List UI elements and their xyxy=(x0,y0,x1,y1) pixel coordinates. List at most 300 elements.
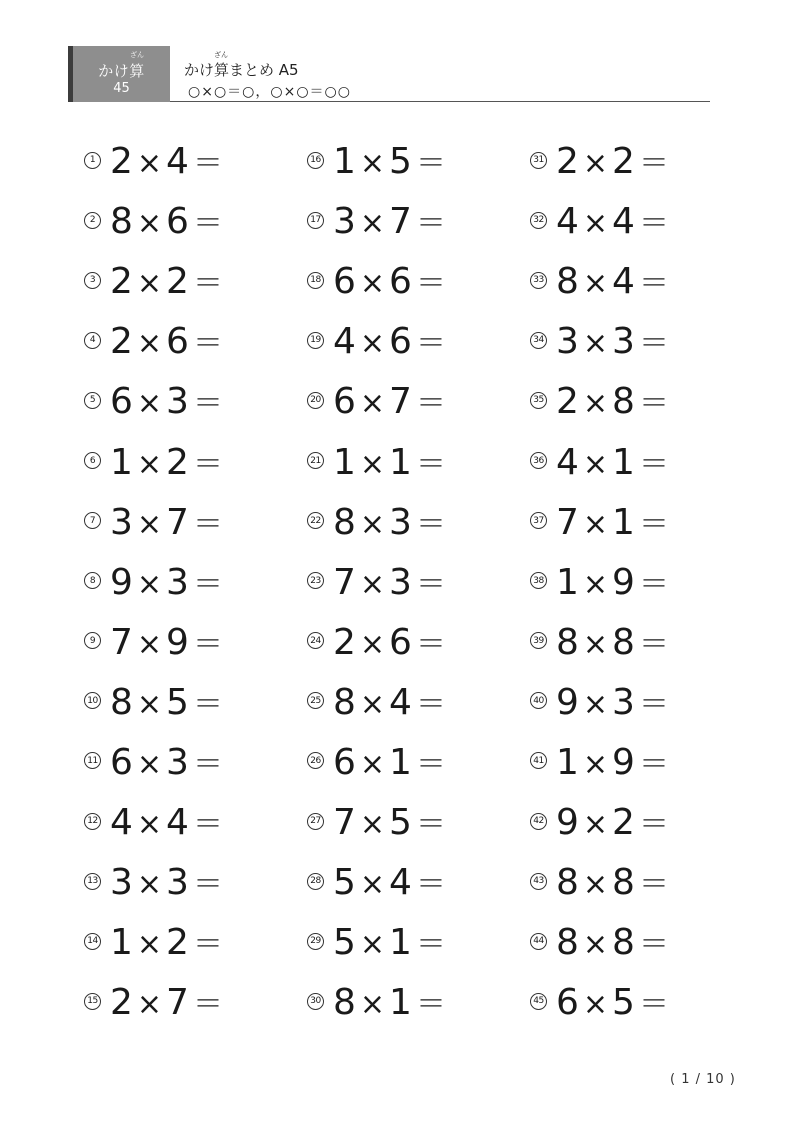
problem-number-circle: 36 xyxy=(530,452,547,469)
operand-a: 2 xyxy=(110,261,134,303)
equals-sign: ＝ xyxy=(192,987,224,1023)
worksheet-header xyxy=(68,46,710,102)
problem-expression xyxy=(556,679,673,723)
equals-sign: ＝ xyxy=(415,146,447,182)
problem-item xyxy=(307,310,527,370)
problem-expression xyxy=(110,198,227,242)
times-sign: × xyxy=(359,807,387,843)
operand-b: 5 xyxy=(389,802,413,844)
operand-a: 6 xyxy=(110,381,134,423)
times-sign: × xyxy=(136,626,164,662)
equals-sign: ＝ xyxy=(192,386,224,422)
equals-sign: ＝ xyxy=(415,506,447,542)
times-sign: × xyxy=(359,987,387,1023)
problem-item xyxy=(307,851,527,911)
problem-expression xyxy=(333,559,450,603)
problem-item xyxy=(84,370,304,430)
times-sign: × xyxy=(136,746,164,782)
problem-item xyxy=(84,551,304,611)
problem-expression xyxy=(333,439,450,483)
problem-item xyxy=(530,731,750,791)
times-sign: × xyxy=(582,386,610,422)
problem-expression xyxy=(110,919,227,963)
equals-sign: ＝ xyxy=(638,987,670,1023)
equals-sign: ＝ xyxy=(192,326,224,362)
problem-expression xyxy=(333,919,450,963)
problem-expression xyxy=(110,138,227,182)
problem-expression xyxy=(556,198,673,242)
problem-expression xyxy=(333,138,450,182)
problem-number-circle: 12 xyxy=(84,813,101,830)
operand-a: 8 xyxy=(333,982,357,1024)
problem-expression xyxy=(556,318,673,362)
problem-item xyxy=(530,671,750,731)
problem-number-circle: 35 xyxy=(530,392,547,409)
problem-item xyxy=(84,250,304,310)
equals-sign: ＝ xyxy=(192,146,224,182)
problem-item xyxy=(84,971,304,1031)
problem-number-circle: 44 xyxy=(530,933,547,950)
problem-column-2 xyxy=(307,130,527,1031)
problem-expression xyxy=(333,679,450,723)
operand-a: 2 xyxy=(333,621,357,663)
operand-b: 2 xyxy=(166,922,190,964)
operand-b: 9 xyxy=(612,741,636,783)
operand-b: 7 xyxy=(389,201,413,243)
operand-b: 3 xyxy=(166,561,190,603)
problem-expression xyxy=(556,499,673,543)
equals-sign: ＝ xyxy=(192,807,224,843)
problem-item xyxy=(84,190,304,250)
problem-expression xyxy=(556,258,673,302)
equals-sign: ＝ xyxy=(638,146,670,182)
equals-sign: ＝ xyxy=(638,686,670,722)
operand-a: 2 xyxy=(110,321,134,363)
operand-a: 3 xyxy=(556,321,580,363)
problem-number-circle: 17 xyxy=(307,212,324,229)
equals-sign: ＝ xyxy=(415,686,447,722)
operand-a: 8 xyxy=(556,261,580,303)
operand-a: 6 xyxy=(333,381,357,423)
operand-a: 2 xyxy=(110,141,134,183)
times-sign: × xyxy=(136,686,164,722)
badge-number: 45 xyxy=(113,81,130,96)
problem-expression xyxy=(556,799,673,843)
equals-sign: ＝ xyxy=(192,686,224,722)
times-sign: × xyxy=(582,807,610,843)
operand-b: 8 xyxy=(612,621,636,663)
problem-expression xyxy=(556,619,673,663)
header-rule xyxy=(170,101,710,102)
operand-b: 4 xyxy=(612,201,636,243)
operand-a: 1 xyxy=(556,741,580,783)
problem-number-circle: 30 xyxy=(307,993,324,1010)
times-sign: × xyxy=(136,446,164,482)
problem-item xyxy=(530,310,750,370)
times-sign: × xyxy=(359,867,387,903)
operand-a: 8 xyxy=(333,681,357,723)
problem-expression xyxy=(110,439,227,483)
operand-b: 7 xyxy=(389,381,413,423)
times-sign: × xyxy=(359,266,387,302)
operand-a: 2 xyxy=(556,381,580,423)
problem-item xyxy=(307,671,527,731)
times-sign: × xyxy=(136,566,164,602)
problem-grid xyxy=(84,130,724,1030)
problem-number-circle: 15 xyxy=(84,993,101,1010)
problem-expression xyxy=(333,378,450,422)
problem-number-circle: 20 xyxy=(307,392,324,409)
operand-b: 6 xyxy=(389,321,413,363)
problem-number-circle: 6 xyxy=(84,452,101,469)
problem-expression xyxy=(333,318,450,362)
times-sign: × xyxy=(136,987,164,1023)
problem-expression xyxy=(556,378,673,422)
problem-number-circle: 1 xyxy=(84,152,101,169)
times-sign: × xyxy=(582,927,610,963)
problem-expression xyxy=(110,258,227,302)
equals-sign: ＝ xyxy=(192,266,224,302)
badge-ruby: ざん xyxy=(130,51,144,59)
problem-number-circle: 38 xyxy=(530,572,547,589)
problem-item xyxy=(307,971,527,1031)
problem-expression xyxy=(110,799,227,843)
equals-sign: ＝ xyxy=(192,206,224,242)
operand-b: 1 xyxy=(389,741,413,783)
operand-b: 8 xyxy=(612,862,636,904)
problem-number-circle: 4 xyxy=(84,332,101,349)
problem-item xyxy=(307,611,527,671)
problem-item xyxy=(84,671,304,731)
operand-b: 3 xyxy=(612,321,636,363)
problem-number-circle: 33 xyxy=(530,272,547,289)
operand-b: 8 xyxy=(612,381,636,423)
worksheet-subtitle: ○×○＝○，○×○＝○○ xyxy=(188,84,351,100)
badge-title: かけ算 xyxy=(98,62,145,80)
operand-b: 4 xyxy=(166,141,190,183)
times-sign: × xyxy=(136,386,164,422)
problem-item xyxy=(530,851,750,911)
operand-b: 4 xyxy=(389,681,413,723)
problem-number-circle: 45 xyxy=(530,993,547,1010)
operand-a: 1 xyxy=(333,441,357,483)
times-sign: × xyxy=(136,506,164,542)
operand-b: 6 xyxy=(166,201,190,243)
equals-sign: ＝ xyxy=(638,446,670,482)
operand-b: 3 xyxy=(166,741,190,783)
times-sign: × xyxy=(582,506,610,542)
problem-number-circle: 11 xyxy=(84,752,101,769)
problem-expression xyxy=(110,499,227,543)
operand-a: 8 xyxy=(333,501,357,543)
problem-item xyxy=(307,551,527,611)
operand-a: 9 xyxy=(556,681,580,723)
problem-item xyxy=(84,491,304,551)
times-sign: × xyxy=(582,746,610,782)
problem-item xyxy=(307,130,527,190)
problem-item xyxy=(530,971,750,1031)
problem-expression xyxy=(556,859,673,903)
problem-item xyxy=(307,731,527,791)
operand-b: 4 xyxy=(166,802,190,844)
equals-sign: ＝ xyxy=(638,206,670,242)
operand-b: 3 xyxy=(612,681,636,723)
problem-item xyxy=(307,250,527,310)
operand-b: 2 xyxy=(166,261,190,303)
operand-a: 8 xyxy=(556,862,580,904)
problem-expression xyxy=(333,979,450,1023)
problem-number-circle: 13 xyxy=(84,873,101,890)
problem-item xyxy=(84,130,304,190)
times-sign: × xyxy=(359,927,387,963)
problem-item xyxy=(530,551,750,611)
problem-item xyxy=(84,791,304,851)
times-sign: × xyxy=(359,146,387,182)
problem-expression xyxy=(556,138,673,182)
worksheet-title-wrap xyxy=(184,51,299,80)
problem-number-circle: 28 xyxy=(307,873,324,890)
equals-sign: ＝ xyxy=(415,206,447,242)
operand-b: 9 xyxy=(166,621,190,663)
problem-expression xyxy=(110,378,227,422)
problem-item xyxy=(307,370,527,430)
operand-a: 7 xyxy=(333,561,357,603)
equals-sign: ＝ xyxy=(415,326,447,362)
operand-a: 2 xyxy=(556,141,580,183)
problem-expression xyxy=(333,799,450,843)
problem-expression xyxy=(110,739,227,783)
times-sign: × xyxy=(136,326,164,362)
problem-column-3 xyxy=(530,130,750,1031)
operand-a: 7 xyxy=(556,501,580,543)
times-sign: × xyxy=(582,686,610,722)
problem-item xyxy=(84,430,304,490)
problem-item xyxy=(84,851,304,911)
operand-a: 7 xyxy=(110,621,134,663)
problem-number-circle: 2 xyxy=(84,212,101,229)
equals-sign: ＝ xyxy=(415,566,447,602)
problem-number-circle: 37 xyxy=(530,512,547,529)
operand-b: 3 xyxy=(389,501,413,543)
operand-b: 6 xyxy=(389,261,413,303)
problem-number-circle: 3 xyxy=(84,272,101,289)
operand-a: 8 xyxy=(110,201,134,243)
problem-expression xyxy=(333,499,450,543)
problem-item xyxy=(530,190,750,250)
problem-number-circle: 23 xyxy=(307,572,324,589)
operand-b: 1 xyxy=(389,922,413,964)
operand-b: 8 xyxy=(612,922,636,964)
problem-column-1 xyxy=(84,130,304,1031)
problem-number-circle: 16 xyxy=(307,152,324,169)
times-sign: × xyxy=(582,867,610,903)
problem-expression xyxy=(333,739,450,783)
equals-sign: ＝ xyxy=(638,506,670,542)
times-sign: × xyxy=(582,206,610,242)
operand-a: 1 xyxy=(110,441,134,483)
operand-a: 8 xyxy=(556,922,580,964)
operand-b: 1 xyxy=(612,501,636,543)
times-sign: × xyxy=(359,446,387,482)
operand-a: 5 xyxy=(333,862,357,904)
problem-item xyxy=(84,731,304,791)
title-ruby: ざん xyxy=(214,51,228,59)
operand-b: 7 xyxy=(166,982,190,1024)
problem-number-circle: 10 xyxy=(84,692,101,709)
times-sign: × xyxy=(582,626,610,662)
times-sign: × xyxy=(359,746,387,782)
problem-item xyxy=(530,911,750,971)
operand-a: 4 xyxy=(556,441,580,483)
problem-number-circle: 43 xyxy=(530,873,547,890)
operand-b: 2 xyxy=(612,141,636,183)
times-sign: × xyxy=(359,206,387,242)
problem-number-circle: 21 xyxy=(307,452,324,469)
problem-expression xyxy=(110,619,227,663)
problem-expression xyxy=(333,198,450,242)
problem-number-circle: 31 xyxy=(530,152,547,169)
operand-b: 9 xyxy=(612,561,636,603)
equals-sign: ＝ xyxy=(192,566,224,602)
problem-item xyxy=(307,190,527,250)
times-sign: × xyxy=(359,686,387,722)
problem-item xyxy=(84,911,304,971)
operand-a: 6 xyxy=(333,261,357,303)
equals-sign: ＝ xyxy=(192,867,224,903)
problem-item xyxy=(307,791,527,851)
operand-a: 4 xyxy=(110,802,134,844)
equals-sign: ＝ xyxy=(638,807,670,843)
problem-expression xyxy=(110,859,227,903)
times-sign: × xyxy=(136,807,164,843)
problem-item xyxy=(307,911,527,971)
problem-number-circle: 39 xyxy=(530,632,547,649)
problem-expression xyxy=(556,739,673,783)
problem-expression xyxy=(110,318,227,362)
problem-item xyxy=(84,611,304,671)
operand-a: 6 xyxy=(556,982,580,1024)
equals-sign: ＝ xyxy=(192,506,224,542)
equals-sign: ＝ xyxy=(415,446,447,482)
problem-number-circle: 8 xyxy=(84,572,101,589)
problem-number-circle: 26 xyxy=(307,752,324,769)
operand-a: 3 xyxy=(333,201,357,243)
operand-a: 1 xyxy=(556,561,580,603)
times-sign: × xyxy=(136,266,164,302)
operand-a: 5 xyxy=(333,922,357,964)
operand-b: 2 xyxy=(612,802,636,844)
page-number: ( 1 / 10 ) xyxy=(670,1072,736,1087)
equals-sign: ＝ xyxy=(192,746,224,782)
times-sign: × xyxy=(582,326,610,362)
problem-number-circle: 7 xyxy=(84,512,101,529)
problem-expression xyxy=(333,258,450,302)
equals-sign: ＝ xyxy=(638,746,670,782)
problem-number-circle: 40 xyxy=(530,692,547,709)
times-sign: × xyxy=(136,146,164,182)
problem-number-circle: 22 xyxy=(307,512,324,529)
times-sign: × xyxy=(582,446,610,482)
problem-number-circle: 19 xyxy=(307,332,324,349)
operand-a: 7 xyxy=(333,802,357,844)
problem-item xyxy=(530,370,750,430)
operand-b: 6 xyxy=(389,621,413,663)
problem-expression xyxy=(556,919,673,963)
operand-b: 3 xyxy=(166,862,190,904)
times-sign: × xyxy=(582,566,610,602)
problem-expression xyxy=(110,679,227,723)
times-sign: × xyxy=(136,927,164,963)
problem-number-circle: 25 xyxy=(307,692,324,709)
problem-number-circle: 14 xyxy=(84,933,101,950)
equals-sign: ＝ xyxy=(415,746,447,782)
problem-number-circle: 34 xyxy=(530,332,547,349)
operand-b: 3 xyxy=(389,561,413,603)
operand-a: 4 xyxy=(333,321,357,363)
operand-a: 3 xyxy=(110,501,134,543)
times-sign: × xyxy=(136,867,164,903)
equals-sign: ＝ xyxy=(415,386,447,422)
operand-a: 9 xyxy=(556,802,580,844)
problem-item xyxy=(307,491,527,551)
operand-b: 5 xyxy=(612,982,636,1024)
times-sign: × xyxy=(359,566,387,602)
equals-sign: ＝ xyxy=(638,266,670,302)
times-sign: × xyxy=(582,146,610,182)
problem-item xyxy=(530,791,750,851)
operand-b: 3 xyxy=(166,381,190,423)
operand-b: 1 xyxy=(389,982,413,1024)
equals-sign: ＝ xyxy=(415,266,447,302)
problem-item xyxy=(530,130,750,190)
problem-number-circle: 9 xyxy=(84,632,101,649)
equals-sign: ＝ xyxy=(415,927,447,963)
equals-sign: ＝ xyxy=(638,566,670,602)
operand-a: 9 xyxy=(110,561,134,603)
problem-item xyxy=(530,491,750,551)
problem-expression xyxy=(556,979,673,1023)
equals-sign: ＝ xyxy=(192,446,224,482)
problem-expression xyxy=(110,979,227,1023)
problem-expression xyxy=(333,859,450,903)
times-sign: × xyxy=(136,206,164,242)
times-sign: × xyxy=(359,506,387,542)
operand-b: 4 xyxy=(389,862,413,904)
equals-sign: ＝ xyxy=(415,807,447,843)
worksheet-title: かけ算まとめ A5 xyxy=(184,61,299,79)
problem-number-circle: 32 xyxy=(530,212,547,229)
equals-sign: ＝ xyxy=(192,626,224,662)
problem-item xyxy=(530,611,750,671)
operand-b: 5 xyxy=(166,681,190,723)
operand-a: 6 xyxy=(110,741,134,783)
times-sign: × xyxy=(359,386,387,422)
equals-sign: ＝ xyxy=(638,927,670,963)
section-badge xyxy=(68,46,170,102)
problem-number-circle: 24 xyxy=(307,632,324,649)
operand-b: 5 xyxy=(389,141,413,183)
times-sign: × xyxy=(582,987,610,1023)
problem-expression xyxy=(333,619,450,663)
problem-item xyxy=(84,310,304,370)
times-sign: × xyxy=(359,626,387,662)
times-sign: × xyxy=(359,326,387,362)
problem-expression xyxy=(556,559,673,603)
equals-sign: ＝ xyxy=(638,326,670,362)
operand-a: 3 xyxy=(110,862,134,904)
equals-sign: ＝ xyxy=(192,927,224,963)
problem-number-circle: 27 xyxy=(307,813,324,830)
